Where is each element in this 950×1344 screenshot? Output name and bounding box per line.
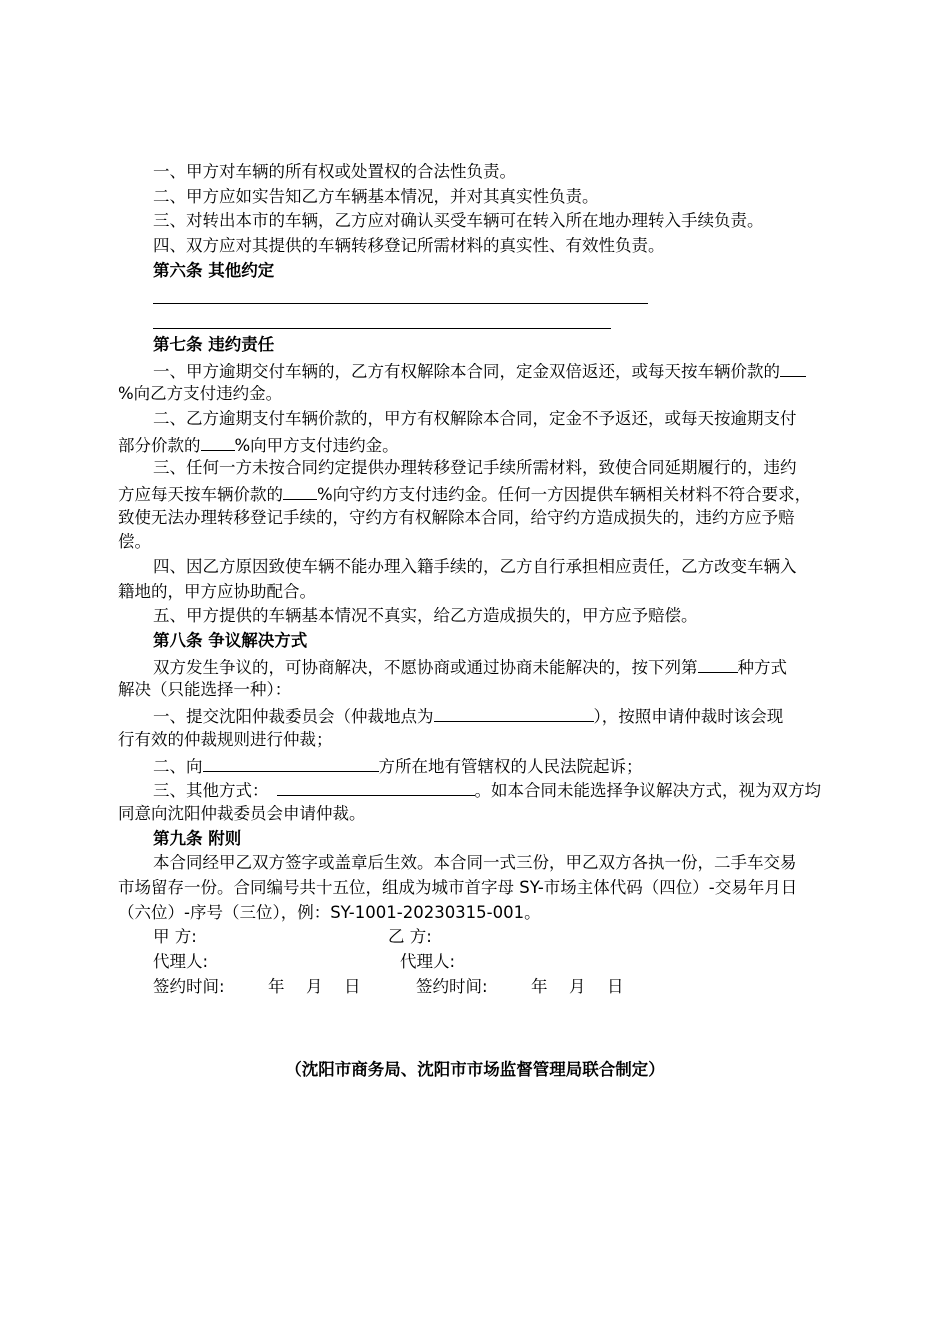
signature-agent-row: [118, 950, 842, 975]
other-terms-blank-line-1[interactable]: [118, 283, 842, 308]
blank-field[interactable]: [201, 432, 235, 451]
clause-9-1-cont: 市场留存一份。合同编号共十五位，组成为城市首字母 SY-市场主体代码（四位）-交易年月日: [118, 877, 798, 897]
year-a: 年: [268, 976, 285, 996]
clause-5-1: 一、甲方对车辆的所有权或处置权的合法性负责。: [153, 162, 516, 181]
clause-5-3: 三、对转出本市的车辆，乙方应对确认买受车辆可在转入所在地办理转入手续负责。: [153, 211, 764, 231]
clause-7-3-cont: [118, 481, 842, 506]
day-b: 日: [607, 976, 624, 996]
clause-8-0-cont: 解决（只能选择一种）：: [118, 680, 292, 700]
clause-5-2: 二、甲方应如实告知乙方车辆基本情况，并对其真实性负责。: [153, 186, 599, 206]
clause-8-3: [118, 777, 842, 802]
other-terms-blank-line-2[interactable]: [118, 308, 842, 333]
text: 。如本合同未能选择争议解决方式，视为双方均: [474, 781, 821, 801]
clause-7-2: 二、乙方逾期支付车辆价款的，甲方有权解除本合同，定金不予返还，或每天按逾期支付: [153, 408, 797, 428]
text: ），按照申请仲裁时该会现: [593, 707, 784, 727]
text: 部分价款的: [118, 435, 201, 455]
agent-a-label: 代理人:: [153, 952, 209, 971]
clause-7-5: 五、甲方提供的车辆基本情况不真实，给乙方造成损失的，甲方应予赔偿。: [153, 606, 698, 626]
date-a-label: 签约时间:: [153, 976, 225, 996]
party-a-label: 甲 方:: [153, 927, 197, 947]
signature-party-row: [118, 925, 842, 950]
clause-5-4: 四、双方应对其提供的车辆转移登记所需材料的真实性、有效性负责。: [153, 236, 665, 256]
text: 一、甲方逾期交付车辆的，乙方有权解除本合同，定金双倍返还，或每天按车辆价款的: [153, 361, 780, 381]
text: 二、向: [153, 756, 203, 776]
blank-field[interactable]: [698, 654, 738, 673]
text: 三、其他方式：: [153, 781, 269, 801]
court-party-field[interactable]: [203, 753, 379, 772]
clause-7-3-cont2: 致使无法办理转移登记手续的，守约方有权解除本合同，给守约方造成损失的，违约方应予赔: [118, 507, 795, 527]
clause-7-3-cont3: 偿。: [118, 532, 151, 552]
month-b: 月: [569, 976, 586, 996]
clause-7-4-cont: 籍地的，甲方应协助配合。: [118, 581, 316, 601]
text: 方应每天按车辆价款的: [118, 484, 283, 504]
party-b-label: 乙 方:: [388, 927, 432, 947]
clause-8-1: [118, 703, 842, 728]
article-9-heading: 第九条 附则: [153, 828, 242, 848]
clause-7-1: [118, 358, 842, 383]
year-b: 年: [531, 976, 548, 996]
blank-field[interactable]: [780, 358, 806, 377]
agent-b-label: 代理人:: [400, 952, 456, 971]
article-6-heading: 第六条 其他约定: [153, 260, 275, 280]
day-a: 日: [344, 976, 361, 996]
date-b-label: 签约时间:: [416, 976, 488, 996]
clause-7-1-cont: %向乙方支付违约金。: [118, 384, 283, 404]
text: 种方式: [737, 657, 787, 677]
text: %向守约方支付违约金。任何一方因提供车辆相关材料不符合要求，: [317, 484, 812, 504]
clause-8-2: [118, 753, 842, 778]
clause-7-2-cont: [118, 432, 842, 457]
article-7-heading: 第七条 违约责任: [153, 334, 275, 354]
blank-field[interactable]: [283, 481, 317, 500]
signature-date-row: [118, 975, 842, 1000]
clause-8-0: [118, 654, 842, 679]
article-8-heading: 第八条 争议解决方式: [153, 631, 308, 651]
contract-page: [118, 160, 842, 999]
month-a: 月: [306, 976, 323, 996]
issuing-authority-footer: （沈阳市商务局、沈阳市市场监督管理局联合制定）: [285, 1060, 665, 1079]
clause-7-3: 三、任何一方未按合同约定提供办理转移登记手续所需材料，致使合同延期履行的，违约: [153, 458, 797, 478]
text: 一、提交沈阳仲裁委员会（仲裁地点为: [153, 707, 434, 727]
clause-8-1-cont: 行有效的仲裁规则进行仲裁；: [118, 729, 333, 749]
arbitration-location-field[interactable]: [434, 703, 594, 722]
text: 方所在地有管辖权的人民法院起诉；: [378, 756, 643, 776]
clause-9-1-cont2: （六位）-序号（三位），例：SY-1001-20230315-001。: [118, 902, 541, 922]
clause-8-3-cont: 同意向沈阳仲裁委员会申请仲裁。: [118, 803, 366, 823]
text: %向甲方支付违约金。: [234, 435, 399, 455]
clause-7-4: 四、因乙方原因致使车辆不能办理入籍手续的，乙方自行承担相应责任，乙方改变车辆入: [153, 557, 797, 576]
clause-9-1: 本合同经甲乙双方签字或盖章后生效。本合同一式三份，甲乙双方各执一份，二手车交易: [153, 853, 797, 873]
other-method-field[interactable]: [277, 777, 475, 796]
text: 双方发生争议的，可协商解决，不愿协商或通过协商未能解决的，按下列第: [153, 657, 698, 677]
